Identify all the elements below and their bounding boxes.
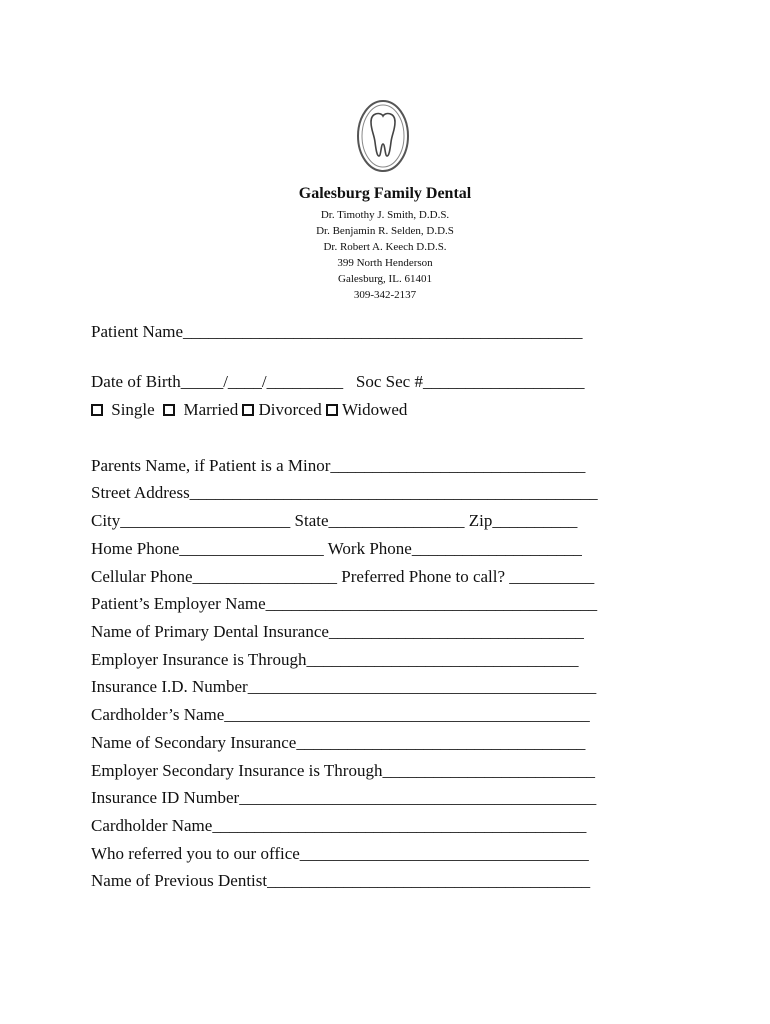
married-checkbox[interactable] bbox=[163, 404, 175, 416]
home-work-phone-field[interactable]: Home Phone_________________ Work Phone____________________ bbox=[91, 539, 582, 558]
street-address-field[interactable]: Street Address________________________________________________ bbox=[91, 483, 598, 502]
parents-name-field[interactable]: Parents Name, if Patient is a Minor______________________________ bbox=[91, 456, 586, 475]
cell-phone-field[interactable]: Cellular Phone_________________ Preferred Phone to call? __________ bbox=[91, 567, 595, 586]
secondary-insurance-field[interactable]: Name of Secondary Insurance__________________________________ bbox=[91, 733, 586, 752]
patient-name-field[interactable]: Patient Name_______________________________________________ bbox=[91, 322, 583, 341]
dob-ssn-field[interactable]: Date of Birth_____/____/_________ Soc Sec #___________________ bbox=[91, 372, 585, 391]
employer-insurance-field[interactable]: Employer Insurance is Through________________________________ bbox=[91, 650, 579, 669]
employer-secondary-insurance-field[interactable]: Employer Secondary Insurance is Through_________________________ bbox=[91, 761, 595, 780]
doctor-3: Dr. Robert A. Keech D.D.S. bbox=[323, 241, 447, 253]
practice-address-block bbox=[0, 207, 770, 303]
city-state-zip-field[interactable]: City____________________ State________________ Zip__________ bbox=[91, 511, 578, 530]
insurance-id-field[interactable]: Insurance I.D. Number_________________________________________ bbox=[91, 677, 597, 696]
doctor-1: Dr. Timothy J. Smith, D.D.S. bbox=[320, 209, 450, 221]
secondary-cardholder-field[interactable]: Cardholder Name____________________________________________ bbox=[91, 816, 587, 835]
single-label: Single bbox=[111, 400, 155, 419]
city-line: Galesburg, IL. 61401 bbox=[338, 273, 432, 285]
practice-name: Galesburg Family Dental bbox=[298, 185, 472, 202]
secondary-insurance-id-field[interactable]: Insurance ID Number__________________________________________ bbox=[91, 788, 597, 807]
previous-dentist-field[interactable]: Name of Previous Dentist______________________________________ bbox=[91, 871, 591, 890]
married-label: Married bbox=[183, 400, 239, 419]
primary-insurance-field[interactable]: Name of Primary Dental Insurance______________________________ bbox=[91, 622, 584, 641]
widowed-checkbox[interactable] bbox=[326, 404, 338, 416]
doctor-2: Dr. Benjamin R. Selden, D.D.S bbox=[316, 225, 454, 237]
divorced-checkbox[interactable] bbox=[242, 404, 254, 416]
widowed-label: Widowed bbox=[341, 400, 408, 419]
cardholder-name-field[interactable]: Cardholder’s Name___________________________________________ bbox=[91, 705, 590, 724]
marital-status-row bbox=[91, 400, 407, 420]
single-checkbox[interactable] bbox=[91, 404, 103, 416]
tooth-logo-icon bbox=[355, 98, 411, 174]
phone-line: 309-342-2137 bbox=[353, 289, 417, 301]
referral-field[interactable]: Who referred you to our office__________________________________ bbox=[91, 844, 589, 863]
divorced-label: Divorced bbox=[258, 400, 322, 419]
employer-name-field[interactable]: Patient’s Employer Name_______________________________________ bbox=[91, 594, 598, 613]
street-address-line: 399 North Henderson bbox=[337, 257, 433, 269]
